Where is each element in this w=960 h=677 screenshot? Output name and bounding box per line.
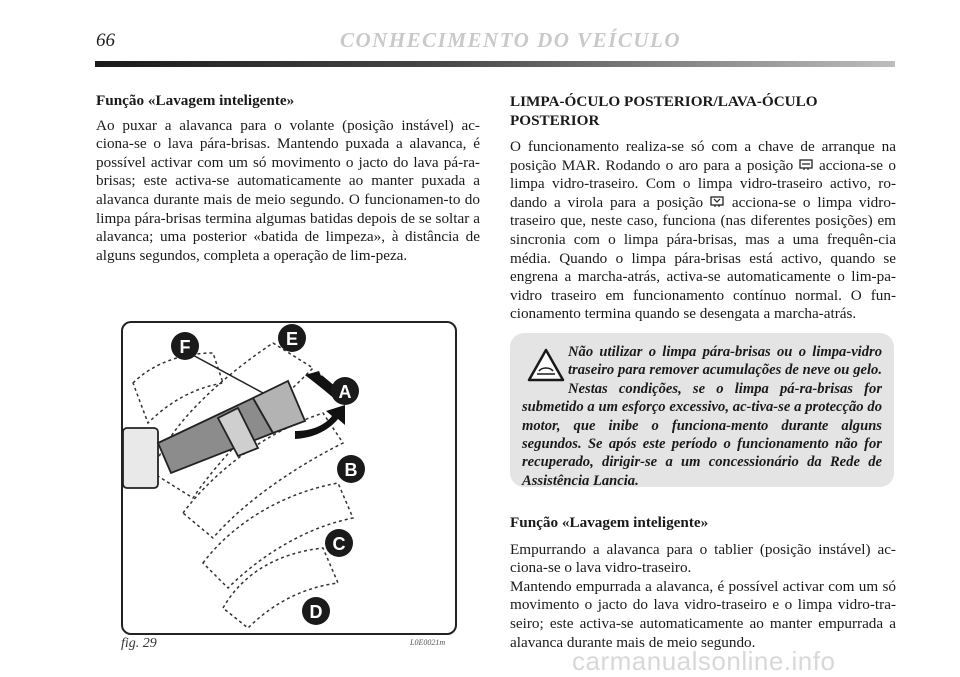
- label-b: B: [344, 460, 358, 480]
- left-subheading: Função «Lavagem inteligente»: [96, 92, 295, 109]
- label-a: A: [338, 382, 352, 402]
- rear-wiper-title-line2: POSTERIOR: [510, 112, 600, 129]
- header-rule: [95, 61, 895, 67]
- label-c: C: [332, 534, 346, 554]
- label-f: F: [179, 337, 191, 357]
- right-column: [510, 92, 896, 324]
- label-e: E: [285, 329, 299, 349]
- stalk-figure: [121, 321, 457, 635]
- left-paragraph: Ao puxar a alavanca para o volante (posição instável) ac-ciona-se o lava pára-brisas. Mantendo puxada a alavanca, é possível activar com um só movimento o jacto do lava pá-ra-brisas; este activa-se automaticamente ao manter puxada a alavanca durante mais de meio segundo. O funcionamen-to do limpa pára-brisas termina algumas batidas depois de se soltar a alavanca; uma posterior «batida de limpeza», à distância de alguns segundos, completa a operação de lim-peza.: [96, 116, 480, 264]
- rear-smart-wash-line2: Mantendo empurrada a alavanca, é possível activar com um só movimento o jacto do lava vidro-traseiro e o limpa vidro-tra-seiro; este activa-se automaticamente ao manter empurrada a alavanca durante mais de meio segundo.: [510, 577, 896, 651]
- rear-smart-wash-line1: Empurrando a alavanca para o tablier (posição instável) ac-ciona-se o lava vidro-traseiro.: [510, 540, 896, 577]
- watermark: carmanualsonline.info: [572, 646, 836, 676]
- label-d: D: [309, 602, 323, 622]
- warning-box: [510, 333, 894, 487]
- right-column-2: [510, 514, 896, 652]
- rear-wiper-text-2: acciona-se o limpa vidro-traseiro. Com o limpa vidro-traseiro activo, ro-dando a virola para a posição: [510, 156, 896, 211]
- rear-wiper-text-1: O funcionamento realiza-se só com a chave de arranque na posição MAR. Rodando o aro para a posição: [510, 138, 896, 174]
- figure-caption: fig. 29: [121, 636, 157, 651]
- rear-smart-wash-subheading: Função «Lavagem inteligente»: [510, 514, 709, 531]
- rear-wiper-title-line1: LIMPA-ÓCULO POSTERIOR/LAVA-ÓCULO: [510, 93, 818, 110]
- section-title: CONHECIMENTO DO VEÍCULO: [340, 28, 681, 52]
- rear-wiper-paragraph: [510, 138, 896, 324]
- left-column: [96, 92, 480, 265]
- page-number: 66: [96, 30, 115, 51]
- warning-text: Não utilizar o limpa pára-brisas ou o limpa-vidro traseiro para remover acumulações de neve ou gelo. Nestas condições, se o limpa pá-ra-brisas for submetido a um esforço excessivo, ac-tiva-se a protecção do motor, que inibe o funciona-mento durante alguns segundos. Se após este período o funcionamento não for recuperado, dirigir-se a um concessionário da Rede de Assistência Lancia.: [522, 344, 882, 489]
- rear-wiper-text-3: acciona-se o limpa vidro-traseiro que, neste caso, funciona (nas diferentes posições) em sincronia com o limpa pára-brisas, mas a uma frequên-cia média. Quando o limpa pára-brisas está activo, quando se engrena a marcha-atrás, activa-se automaticamente o lim-pa-vidro traseiro em funcionamento contínuo normal. O fun-cionamento termina quando se desengata a marcha-atrás.: [510, 193, 896, 323]
- stalk-illustration: [123, 323, 455, 633]
- rear-wiper-title: [510, 92, 896, 130]
- rear-wiper-icon: [799, 159, 814, 171]
- figure-code: L0E0021m: [410, 638, 446, 647]
- rear-washer-icon: [710, 196, 725, 208]
